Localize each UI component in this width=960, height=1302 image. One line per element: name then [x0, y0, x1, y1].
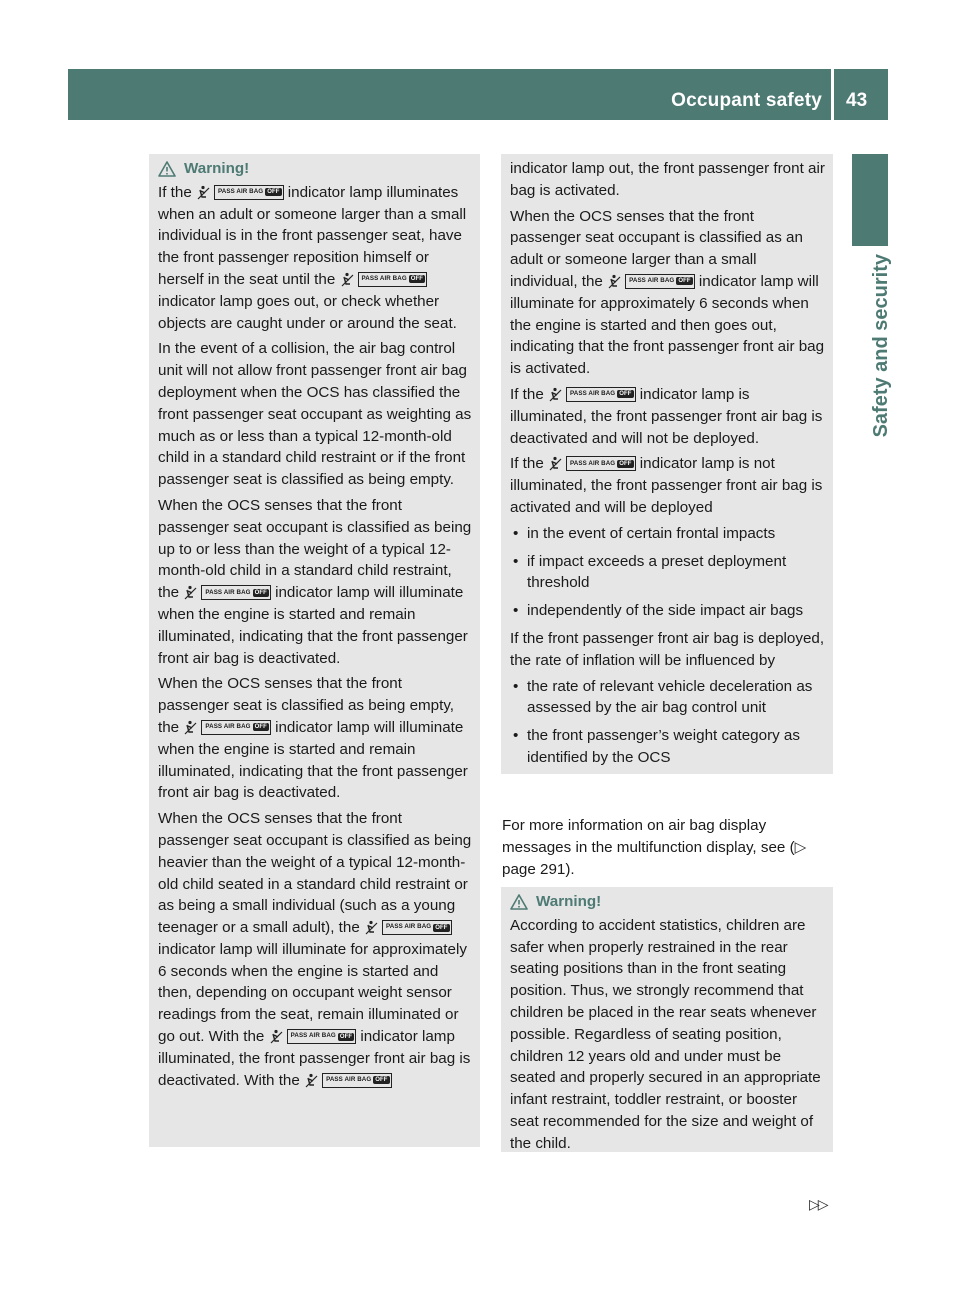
warning-title: Warning! — [184, 160, 250, 177]
pass-air-bag-off-indicator: PASS AIR BAG OFF — [304, 1073, 392, 1088]
page-number: 43 — [846, 90, 868, 111]
passenger-airbag-icon — [340, 272, 355, 287]
paragraph: In the event of a collision, the air bag control unit will not allow front passenger front air bag deployment when the OCS has classified the front passenger seat occupant as weighting as much as or less than a typical 12-month-old child in a standard child restraint or if the front passenger seat is classified as being empty. — [158, 340, 472, 489]
passenger-airbag-icon — [183, 720, 198, 735]
list-item: • in the event of certain frontal impacts — [510, 523, 825, 545]
passenger-airbag-icon — [183, 585, 198, 600]
paragraph: When the OCS senses that the front passenger seat is classified as being empty, the PASS AIR BAG OFF indicator lamp will illuminate when the engine is started and remain illuminated, indicating that the front passenger front air bag is deactivated. — [158, 675, 468, 802]
page-title: Occupant safety — [671, 90, 822, 111]
list-item: • the front passenger’s weight category as identified by the OCS — [510, 725, 825, 769]
paragraph: If the PASS AIR BAG OFF indicator lamp is not illuminated, the front passenger front air bag is activated and will be deployed — [510, 455, 823, 516]
pass-air-bag-off-indicator: PASS AIR BAG OFF — [364, 920, 452, 935]
list-item: • if impact exceeds a preset deployment threshold — [510, 551, 825, 595]
page-reference-link[interactable]: page 291). — [502, 860, 575, 878]
warning-box-continued — [501, 154, 833, 774]
pass-air-bag-off-indicator: PASS AIR BAG OFF — [607, 274, 695, 289]
list-item: • the rate of relevant vehicle deceleration as assessed by the air bag control unit — [510, 676, 825, 720]
passenger-airbag-icon — [548, 456, 563, 471]
warning-title: Warning! — [536, 893, 602, 910]
passenger-airbag-icon — [269, 1029, 284, 1044]
passenger-airbag-icon — [548, 387, 563, 402]
paragraph: When the OCS senses that the front passenger seat occupant is classified as an adult or someone larger than a small individual, the PASS AIR BAG OFF indicator lamp will illuminate for approximately 6 seconds when the engine is started and then goes out, indicating that the front passenger front air bag is activated. — [510, 207, 825, 378]
reference-paragraph: For more information on air bag display messages in the multifunction display, see (▷ page 291). — [502, 817, 807, 878]
paragraph: When the OCS senses that the front passenger seat occupant is classified as being up to or less than the weight of a typical 12-month-old child in a standard child restraint, the PASS AIR BAG OFF indicator lamp will illuminate when the engine is started and remain illuminated, indicating that the front passenger front air bag is deactivated. — [158, 496, 472, 667]
bullet-list — [510, 523, 825, 622]
list-item: • independently of the side impact air bags — [510, 600, 825, 622]
paragraph: indicator lamp out, the front passenger front air bag is activated. — [510, 160, 825, 199]
paragraph: If the PASS AIR BAG OFF indicator lamp illuminates when an adult or someone larger than a small individual is in the front passenger seat, have the front passenger reposition himself or herself in the seat until the PASS AIR BAG OFF indicator lamp goes out, or check whether objects are caught under or around the seat. — [158, 183, 467, 332]
warning-heading — [510, 891, 825, 913]
passenger-airbag-icon — [607, 274, 622, 289]
passenger-airbag-icon — [196, 185, 211, 200]
warning-triangle-icon — [510, 894, 528, 910]
warning-heading — [158, 158, 472, 180]
pass-air-bag-off-indicator: PASS AIR BAG OFF — [269, 1029, 357, 1044]
pass-air-bag-off-indicator: PASS AIR BAG OFF — [548, 387, 636, 402]
pass-air-bag-off-indicator: PASS AIR BAG OFF — [340, 272, 428, 287]
warning-box-children — [501, 887, 833, 1152]
section-label: Safety and security — [870, 254, 892, 438]
bullet-list — [510, 676, 825, 769]
passenger-airbag-icon — [364, 920, 379, 935]
section-tab — [852, 154, 888, 246]
warning-triangle-icon — [158, 161, 176, 177]
passenger-airbag-icon — [304, 1073, 319, 1088]
warning-box-left — [149, 154, 480, 1147]
paragraph: If the front passenger front air bag is deployed, the rate of inflation will be influenced by — [510, 629, 825, 669]
pass-air-bag-off-indicator: PASS AIR BAG OFF — [548, 456, 636, 471]
page-reference-arrow-icon: ▷ — [794, 838, 807, 856]
pass-air-bag-off-indicator: PASS AIR BAG OFF — [183, 585, 271, 600]
paragraph: When the OCS senses that the front passenger seat occupant is classified as being heavier than the weight of a typical 12-month-old child seated in a standard child restraint or as being a small individual (such as a young teenager or a small adult), the PASS AIR BAG OFF indicator lamp will illuminate for approximately 6 seconds when the engine is started and then, depending on occupant weight sensor readings from the seat, remain illuminated or go out. With the PASS AIR BAG OFF indicator lamp illuminated, the front passenger front air bag is deactivated. With the PASS AIR BAG OFF — [158, 810, 472, 1089]
paragraph: If the PASS AIR BAG OFF indicator lamp is illuminated, the front passenger front air bag is deactivated and will not be deployed. — [510, 385, 823, 447]
pass-air-bag-off-indicator: PASS AIR BAG OFF — [196, 185, 284, 200]
continued-arrow-icon: ▷▷ — [809, 1196, 827, 1212]
pass-air-bag-off-indicator: PASS AIR BAG OFF — [183, 720, 271, 735]
paragraph: According to accident statistics, children are safer when properly restrained in the rear seating positions than in the front seating position. Thus, we strongly recommend that children be placed in the rear seats whenever possible. Regardless of seating position, children 12 years old and under must be seated and properly secured in an appropriate infant restraint, toddler restraint, or booster seat recommended for the size and weight of the child. — [510, 916, 821, 1152]
